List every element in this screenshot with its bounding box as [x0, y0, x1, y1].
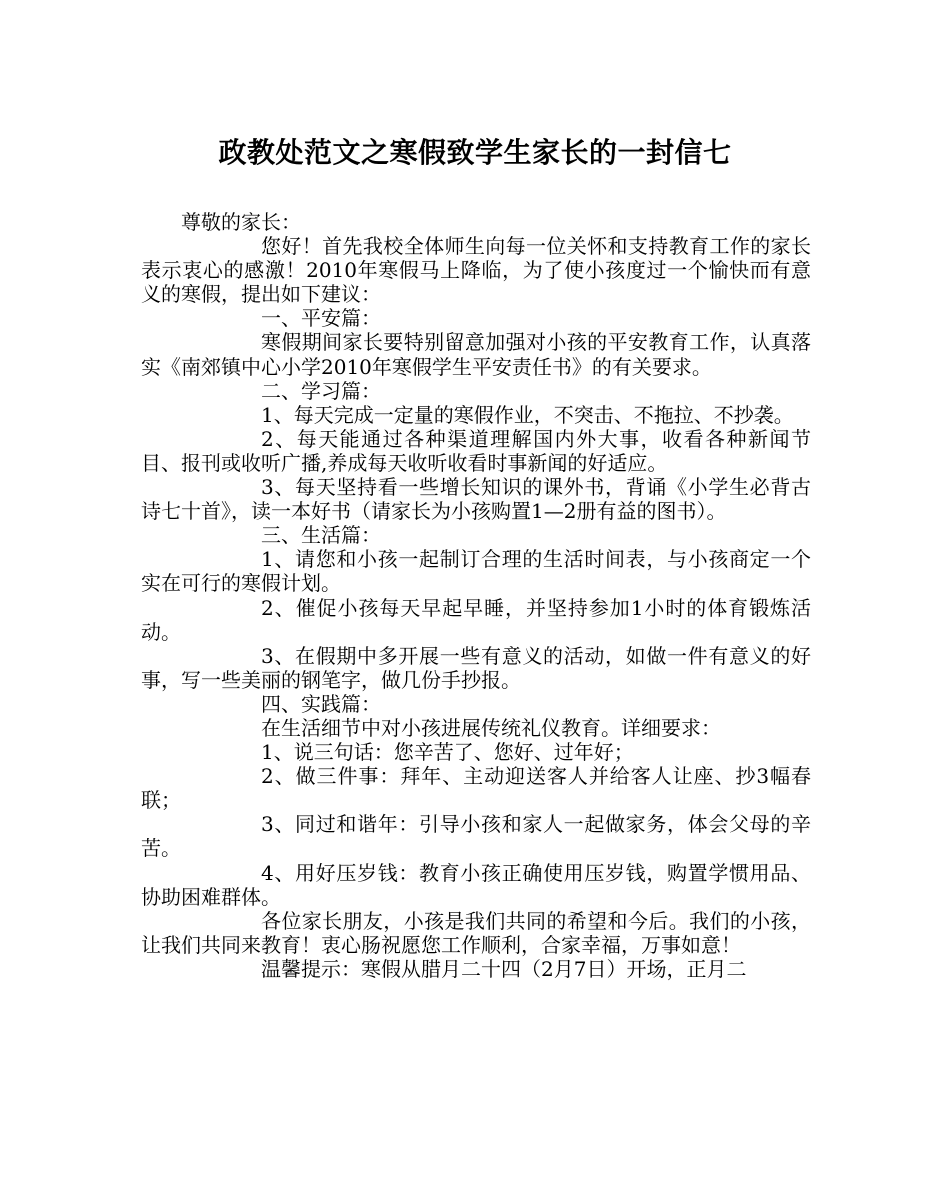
paragraph-study-1: 1、每天完成一定量的寒假作业，不突击、不拖拉、不抄袭。 [261, 402, 794, 427]
paragraph-life-2: 2、催促小孩每天早起早睡，并坚持参加1小时的体育锻炼活动。 [141, 595, 811, 644]
document-title: 政教处范文之寒假致学生家长的一封信七 [218, 136, 732, 169]
paragraph-safety: 寒假期间家长要特别留意加强对小孩的平安教育工作，认真落实《南郊镇中心小学2010年寒假学生平安责任书》的有关要求。 [141, 330, 811, 379]
salutation: 尊敬的家长： [181, 210, 301, 234]
paragraph-practice-3: 3、同过和谐年：引导小孩和家人一起做家务，体会父母的辛苦。 [141, 812, 811, 861]
letter-body [141, 210, 811, 981]
paragraph-reminder: 温馨提示：寒假从腊月二十四（2月7日）开场，正月二 [261, 956, 747, 981]
paragraph-practice-4: 4、用好压岁钱：教育小孩正确使用压岁钱，购置学惯用品、协助困难群体。 [141, 860, 811, 909]
paragraph-study-3: 3、每天坚持看一些增长知识的课外书，背诵《小学生必背古诗七十首》，读一本好书（请家长为小孩购置1—2册有益的图书）。 [141, 475, 811, 524]
paragraph-study-2: 2、每天能通过各种渠道理解国内外大事，收看各种新闻节目、报刊或收听广播,养成每天收听收看时事新闻的好适应。 [141, 426, 811, 475]
section-heading-practice: 四、实践篇： [261, 691, 381, 716]
paragraph-life-1: 1、请您和小孩一起制订合理的生活时间表，与小孩商定一个实在可行的寒假计划。 [141, 547, 811, 596]
paragraph-life-3: 3、在假期中多开展一些有意义的活动，如做一件有意义的好事，写一些美丽的钢笔字，做几份手抄报。 [141, 643, 811, 692]
paragraph-practice-intro: 在生活细节中对小孩进展传统礼仪教育。详细要求： [261, 715, 721, 740]
paragraph-greeting: 您好！首先我校全体师生向每一位关怀和支持教育工作的家长表示衷心的感激！2010年寒假马上降临，为了使小孩度过一个愉快而有意义的寒假，提出如下建议： [141, 234, 811, 307]
paragraph-practice-1: 1、说三句话：您辛苦了、您好、过年好； [261, 740, 634, 765]
paragraph-practice-2: 2、做三件事：拜年、主动迎送客人并给客人让座、抄3幅春联； [141, 764, 811, 813]
paragraph-closing: 各位家长朋友，小孩是我们共同的希望和今后。我们的小孩，让我们共同来教育！衷心肠祝愿您工作顺利，合家幸福，万事如意！ [141, 908, 811, 957]
section-heading-study: 二、学习篇： [261, 378, 381, 403]
section-heading-life: 三、生活篇： [261, 523, 381, 548]
section-heading-safety: 一、平安篇： [261, 306, 381, 331]
